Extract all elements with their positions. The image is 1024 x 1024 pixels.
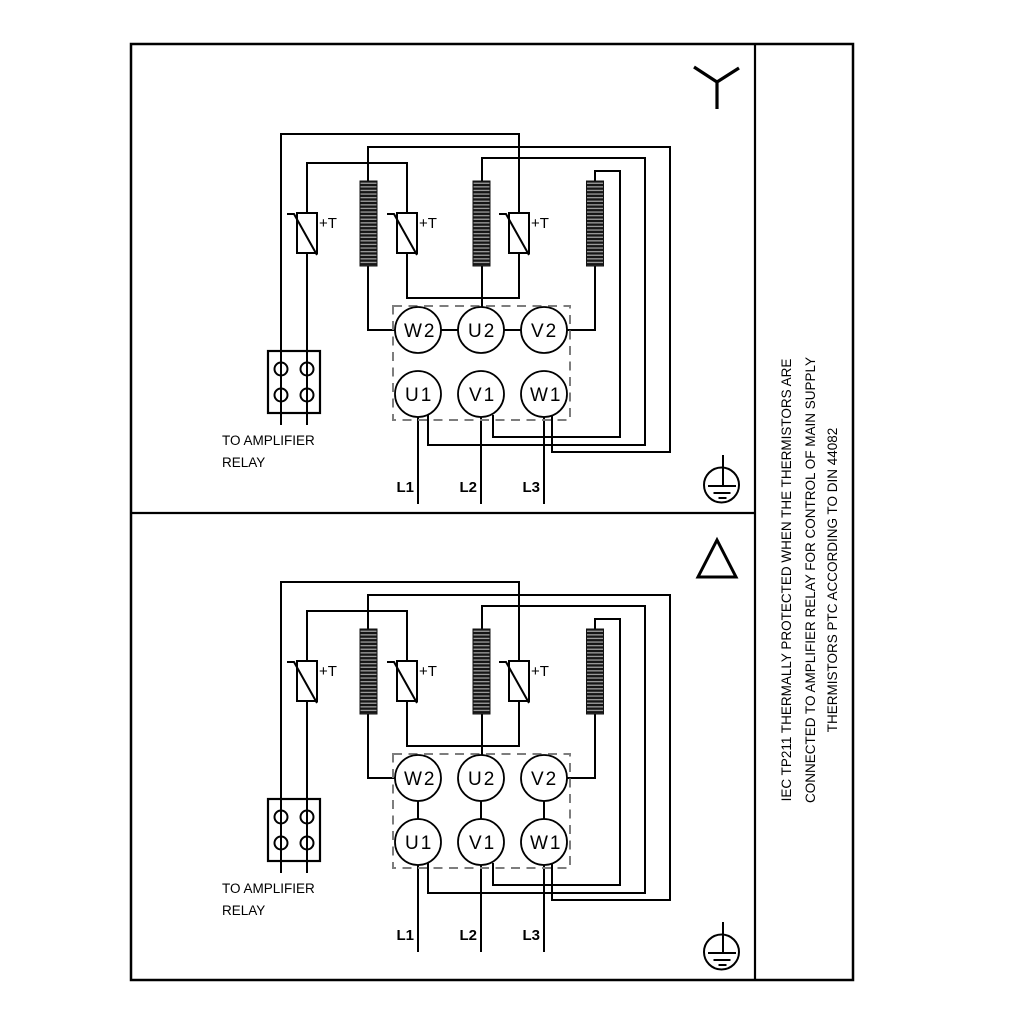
terminal-label-v1: V1 [469, 833, 497, 854]
terminal-label-v1: V1 [469, 385, 497, 406]
side-note-column [779, 357, 840, 803]
earth-ground-icon [704, 455, 739, 503]
terminal-circles [395, 307, 567, 417]
relay-note-line: RELAY [222, 455, 266, 470]
supply-label-l1: L1 [396, 927, 414, 944]
motor-winding [360, 629, 377, 714]
terminal-label-w2: W2 [404, 769, 437, 790]
motor-winding [587, 181, 604, 266]
side-note-line-2: CONNECTED TO AMPLIFIER RELAY FOR CONTROL OF MAIN SUPPLY [803, 356, 818, 804]
thermistor-label: +T [319, 215, 337, 232]
thermistor-label: +T [419, 215, 437, 232]
terminal-label-w1: W1 [530, 385, 563, 406]
terminal-label-u2: U2 [468, 769, 497, 790]
earth-ground-icon [704, 922, 739, 970]
relay-note-line: TO AMPLIFIER [222, 433, 315, 448]
motor-winding [587, 629, 604, 714]
thermistor-icon [499, 213, 529, 255]
delta-icon [698, 540, 736, 577]
delta-terminal-links [418, 801, 544, 819]
supply-label-l2: L2 [459, 927, 477, 944]
thermistor-icon [387, 661, 417, 703]
side-note-line-1: IEC TP211 THERMALLY PROTECTED WHEN THE THERMISTORS ARE [779, 358, 794, 802]
thermistor-icon [287, 213, 317, 255]
supply-label-l3: L3 [522, 479, 540, 496]
star-icon [694, 67, 739, 109]
panel-delta [222, 540, 739, 970]
supply-label-l2: L2 [459, 479, 477, 496]
terminal-label-w1: W1 [530, 833, 563, 854]
thermistor-label: +T [531, 663, 549, 680]
amplifier-relay-connector [268, 351, 320, 413]
thermistor-label: +T [419, 663, 437, 680]
relay-note-line: RELAY [222, 903, 266, 918]
thermistor-icon [287, 661, 317, 703]
terminal-label-u1: U1 [405, 385, 434, 406]
thermistor-icon [499, 661, 529, 703]
motor-winding [473, 181, 490, 266]
relay-note-line: TO AMPLIFIER [222, 881, 315, 896]
terminal-label-w2: W2 [404, 321, 437, 342]
terminal-label-v2: V2 [531, 321, 559, 342]
supply-label-l1: L1 [396, 479, 414, 496]
terminal-label-u1: U1 [405, 833, 434, 854]
motor-winding [360, 181, 377, 266]
panel-star [222, 67, 739, 504]
side-note-line-3: THERMISTORS PTC ACCORDING TO DIN 44082 [825, 427, 840, 733]
supply-label-l3: L3 [522, 927, 540, 944]
thermistor-icon [387, 213, 417, 255]
thermistor-label: +T [531, 215, 549, 232]
amplifier-relay-connector [268, 799, 320, 861]
terminal-label-u2: U2 [468, 321, 497, 342]
motor-winding [473, 629, 490, 714]
terminal-label-v2: V2 [531, 769, 559, 790]
thermistor-label: +T [319, 663, 337, 680]
